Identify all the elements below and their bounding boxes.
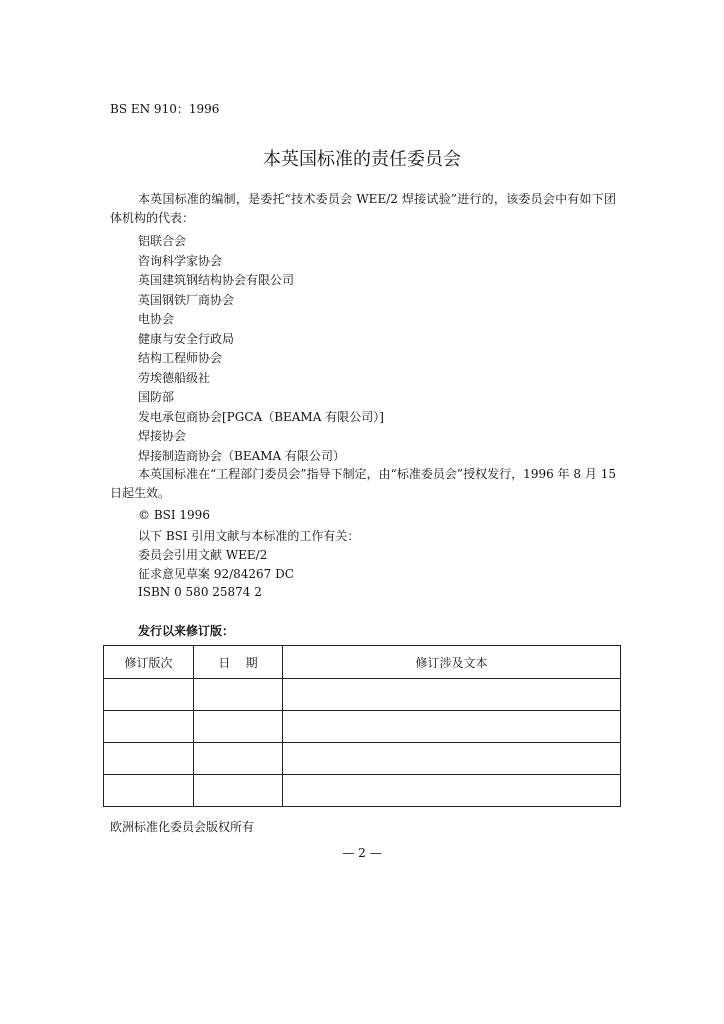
intro-paragraph: 本英国标准的编制，是委托“技术委员会 WEE/2 焊接试验”进行的，该委员会中有如下团体机构的代表： bbox=[110, 192, 616, 225]
table-cell bbox=[194, 711, 283, 743]
revisions-heading: 发行以来修订版： bbox=[138, 624, 235, 638]
table-cell bbox=[104, 679, 194, 711]
table-cell bbox=[194, 679, 283, 711]
list-item: 健康与安全行政局 bbox=[138, 331, 235, 346]
list-item: 国防部 bbox=[138, 390, 175, 404]
isbn: ISBN 0 580 25874 2 bbox=[138, 585, 262, 599]
table-header-row bbox=[104, 646, 621, 679]
column-header: 修订涉及文本 bbox=[283, 646, 621, 679]
list-item: 焊接制造商协会（BEAMA 有限公司） bbox=[138, 448, 346, 463]
list-item: 结构工程师协会 bbox=[138, 351, 223, 365]
copyright-line: © BSI 1996 bbox=[138, 508, 210, 522]
table-row bbox=[104, 775, 621, 807]
table-cell bbox=[283, 775, 621, 807]
table-cell bbox=[194, 775, 283, 807]
effective-date-paragraph: 本英国标准在“工程部门委员会”指导下制定，由“标准委员会”授权发行，1996 年 8 月 15 日起生效。 bbox=[110, 467, 616, 500]
list-item: 英国建筑钢结构协会有限公司 bbox=[138, 273, 295, 287]
list-item: 劳埃德船级社 bbox=[138, 370, 211, 385]
page-title: 本英国标准的责任委员会 bbox=[263, 149, 461, 170]
table-row bbox=[104, 711, 621, 743]
references-intro: 以下 BSI 引用文献与本标准的工作有关： bbox=[138, 529, 360, 543]
table-cell bbox=[283, 711, 621, 743]
table-cell bbox=[104, 743, 194, 775]
committee-reference: 委员会引用文献 WEE/2 bbox=[138, 548, 268, 562]
column-header: 修订版次 bbox=[104, 646, 194, 679]
table-cell bbox=[194, 743, 283, 775]
list-item: 铝联合会 bbox=[138, 234, 187, 248]
list-item: 英国钢铁厂商协会 bbox=[138, 292, 235, 307]
organization-list bbox=[138, 232, 384, 466]
list-item: 咨询科学家协会 bbox=[138, 253, 223, 268]
document-id: BS EN 910：1996 bbox=[110, 102, 220, 116]
table-cell bbox=[104, 775, 194, 807]
page-number: — 2 — bbox=[342, 846, 382, 860]
table-cell bbox=[283, 743, 621, 775]
table-row bbox=[104, 743, 621, 775]
column-header: 日 期 bbox=[194, 646, 283, 679]
table-row bbox=[104, 679, 621, 711]
draft-reference: 征求意见草案 92/84267 DC bbox=[138, 567, 294, 581]
list-item: 焊接协会 bbox=[138, 429, 187, 443]
footer-copyright: 欧洲标准化委员会版权所有 bbox=[110, 820, 255, 834]
table-cell bbox=[104, 711, 194, 743]
list-item: 电协会 bbox=[138, 312, 175, 326]
revisions-table bbox=[103, 645, 621, 807]
table-cell bbox=[283, 679, 621, 711]
list-item: 发电承包商协会[PGCA（BEAMA 有限公司）] bbox=[138, 409, 384, 424]
